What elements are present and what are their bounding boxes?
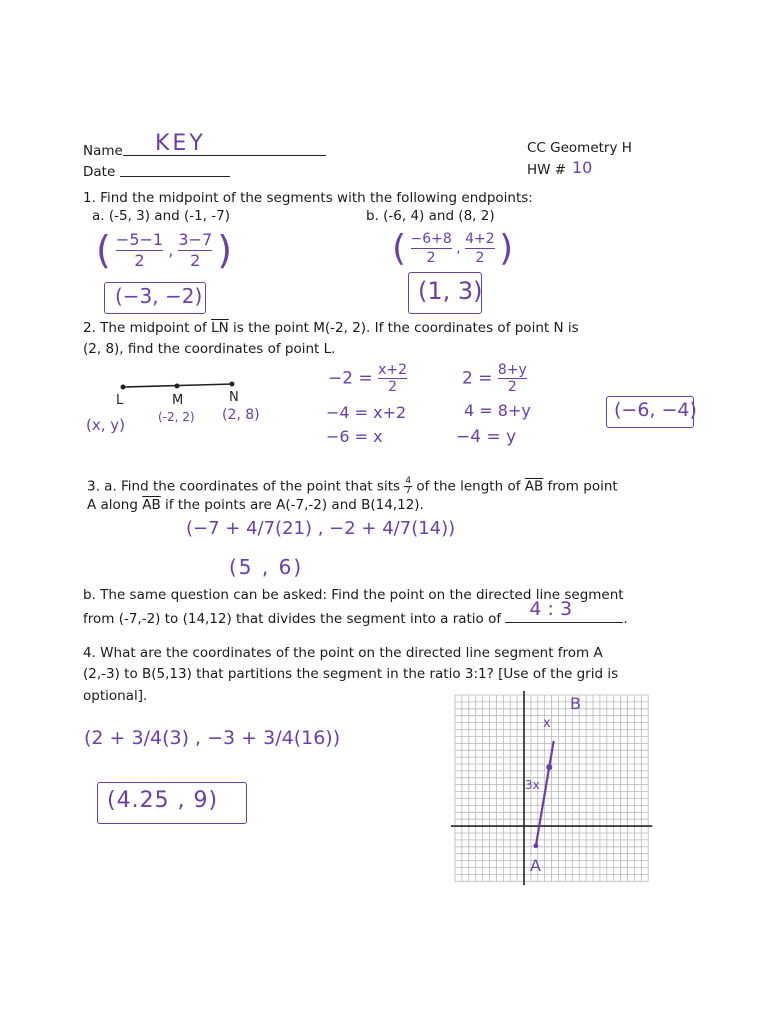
- q2-eq-x1-num: x+2: [378, 362, 408, 378]
- q1-b-work-y-num: 4+2: [465, 231, 495, 247]
- q2-eq-y1-den: 2: [507, 379, 517, 395]
- q1-b-label: b. (-6, 4) and (8, 2): [366, 208, 495, 224]
- q2-eq-x1-den: 2: [388, 379, 398, 395]
- q2-eq-y1: [462, 362, 527, 395]
- q2-coord-l: (x, y): [86, 416, 125, 434]
- q4-line1: 4. What are the coordinates of the point on the directed line segment from A: [83, 645, 603, 661]
- q3-a-frac-den: 7: [405, 486, 412, 496]
- q4-label-x: x: [543, 716, 551, 731]
- q1-b-work-x-num: −6+8: [410, 231, 452, 247]
- q3-a-line2-post: if the points are A(-7,-2) and B(14,12).: [160, 497, 424, 513]
- q4-line2: (2,-3) to B(5,13) that partitions the segment in the ratio 3:1? [Use of the grid is: [83, 666, 619, 682]
- q2-eq-x1: [328, 362, 407, 395]
- date-label: Date: [83, 164, 116, 180]
- q3-b-answer: 4 : 3: [529, 598, 573, 620]
- q3-a-post: from point: [543, 478, 618, 495]
- q1-a-label: a. (-5, 3) and (-1, -7): [92, 208, 231, 224]
- q2-point-l: L: [116, 393, 124, 408]
- q2-point-n-dot: [230, 382, 235, 387]
- q3-a-line2-pre: A along: [87, 497, 143, 513]
- q1-a-answer: (−3, −2): [115, 284, 203, 308]
- hw-label: HW #: [527, 162, 567, 178]
- q3-a-line2: [87, 497, 424, 513]
- q3-b-line2: [83, 598, 628, 627]
- q3-a-work: (−7 + 4/7(21) , −2 + 4/7(14)): [186, 518, 456, 539]
- point-a: [533, 843, 538, 848]
- q2-eq-y1-left: 2 =: [462, 368, 493, 389]
- q4-answer: (4.25 , 9): [107, 788, 219, 813]
- q3-a-answer: (5 , 6): [229, 555, 304, 579]
- q4-work: (2 + 3/4(3) , −3 + 3/4(16)): [84, 727, 341, 749]
- partition-point: [546, 764, 552, 770]
- q1-b-work: ( $\frac{-6+8}{2}$ , $\frac{4+2}{2}$ ): [392, 228, 514, 269]
- q2-eq-x1-left: −2 =: [328, 368, 373, 389]
- q4-line3: optional].: [83, 688, 148, 704]
- q1-b-answer: (1, 3): [418, 277, 483, 305]
- q1-prompt: 1. Find the midpoint of the segments with the following endpoints:: [83, 190, 533, 206]
- course-title: CC Geometry H: [527, 140, 632, 156]
- q4-label-a: A: [530, 856, 541, 875]
- q2-prompt-pre: 2. The midpoint of: [83, 320, 212, 336]
- q1-a-work-x-num: −5−1: [115, 229, 164, 249]
- q2-prompt-line2: (2, 8), find the coordinates of point L.: [83, 341, 336, 357]
- q3-a-mid: of the length of: [412, 478, 525, 495]
- q2-prompt-post: is the point M(-2, 2). If the coordinates of point N is: [228, 320, 579, 336]
- q1-a-work-y-num: 3−7: [178, 229, 213, 249]
- q4-label-b: B: [570, 694, 581, 713]
- q2-coord-n: (2, 8): [222, 407, 260, 423]
- q1-b-work-x-den: 2: [426, 250, 436, 266]
- q4-label-3x: 3x: [525, 778, 540, 792]
- q2-eq-y2: 4 = 8+y: [464, 401, 531, 420]
- q2-point-l-dot: [121, 385, 126, 390]
- q2-eq-x3: −6 = x: [326, 427, 383, 446]
- q1-a-work-x-den: 2: [134, 250, 145, 270]
- q2-point-m: M: [172, 393, 184, 408]
- q3-b-line2-text: from (-7,-2) to (14,12) that divides the segment into a ratio of: [83, 611, 502, 627]
- q1-a-work: ( $\frac{-5-1}{2}$ , $\frac{3-7}{2}$ ): [96, 228, 233, 272]
- q3-a-fraction: [404, 477, 412, 496]
- q3-a-line2-seg: $\overline{AB}$: [142, 497, 161, 513]
- q2-eq-y3: −4 = y: [456, 427, 517, 447]
- hw-number: 10: [572, 158, 593, 177]
- q3-a-frac-num: 4: [405, 476, 412, 486]
- q2-coord-m: (-2, 2): [158, 410, 195, 424]
- q3-b-end: .: [623, 611, 628, 627]
- name-label: Name: [83, 143, 123, 159]
- q3-a-line1: [87, 477, 618, 496]
- q2-eq-y1-num: 8+y: [497, 362, 527, 378]
- q2-answer: (−6, −4): [614, 399, 697, 421]
- q2-point-n: N: [229, 390, 239, 405]
- q3-b-line1: b. The same question can be asked: Find the point on the directed line segment: [83, 587, 624, 603]
- q2-prompt-seg: $\overline{LN}$: [211, 320, 229, 336]
- q3-a-seg: $\overline{AB}$: [524, 478, 544, 495]
- q3-a-pre: 3. a. Find the coordinates of the point that sits: [87, 478, 405, 495]
- q1-b-work-y-den: 2: [475, 250, 485, 266]
- q2-eq-x2: −4 = x+2: [326, 403, 407, 422]
- q2-point-m-dot: [175, 384, 180, 389]
- name-value: KEY: [155, 131, 206, 156]
- q1-a-work-y-den: 2: [190, 250, 201, 270]
